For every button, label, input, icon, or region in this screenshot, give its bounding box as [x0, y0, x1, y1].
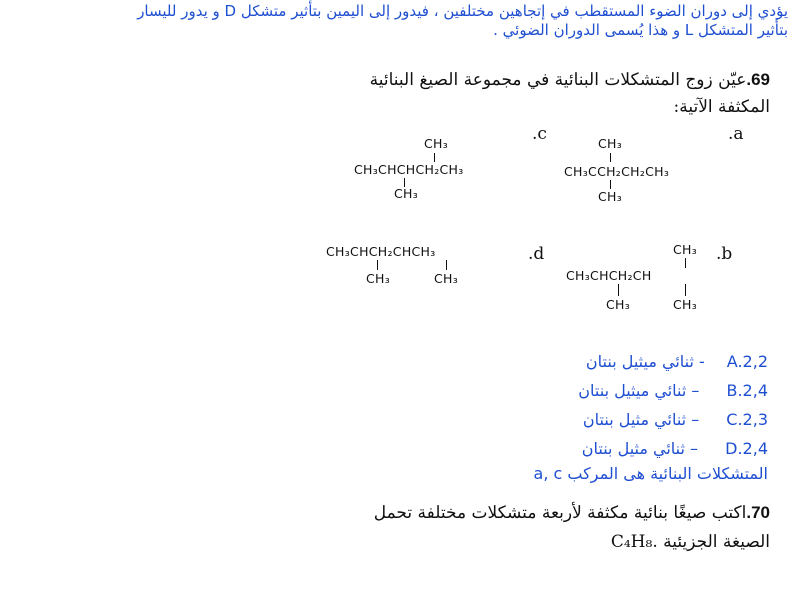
structure-b-bond-top: [685, 258, 686, 268]
structure-d-bottom-2: CH₃: [434, 271, 459, 286]
structure-d-bottom-1: CH₃: [366, 271, 391, 286]
structure-b-bond-2: [685, 284, 686, 296]
question-70-text-2: الصيغة الجزيئية: [657, 532, 770, 552]
answer-a: [368, 352, 768, 372]
question-70-text-1: اكتب صيغًا بنائية مكثفة لأربعة متشكلات مختلفة تحمل: [373, 503, 747, 523]
question-70: [70, 498, 770, 557]
structure-c-bottom: CH₃: [394, 186, 419, 201]
answer-d-letter: D.: [725, 439, 743, 458]
question-69-number: 69.: [746, 70, 770, 89]
intro-paragraph: [8, 2, 788, 40]
structure-d-bond-2: [446, 260, 447, 270]
question-69-text-1: عيّن زوج المتشكلات البنائية في مجموعة الصيغ البنائية: [369, 70, 747, 90]
structure-b-top: CH₃: [673, 242, 698, 257]
structure-b-bottom-1: CH₃: [606, 297, 631, 312]
structure-b-label: .b: [716, 244, 733, 264]
structure-a-bond-bottom: [610, 180, 611, 189]
structure-b-bottom-2: CH₃: [673, 297, 698, 312]
answer-a-text: 2,2- ثنائي ميثيل بنتان: [585, 352, 768, 371]
intro-line-1: يؤدي إلى دوران الضوء المستقطب في إتجاهين مختلفين ، فيدور إلى اليمين بتأثير متشكل D و يدور لليسار: [137, 2, 788, 20]
structure-a-main: CH₃CCH₂CH₂CH₃: [564, 164, 670, 179]
structure-c-main: CH₃CHCHCH₂CH₃: [354, 162, 464, 177]
question-69: [70, 66, 770, 121]
question-70-number: 70.: [746, 503, 770, 522]
structure-a-top: CH₃: [598, 136, 623, 151]
structure-a-bond-top: [610, 153, 611, 162]
answer-d: [368, 439, 768, 459]
answer-c: [368, 410, 768, 430]
answer-b-text: 2,4 – ثنائي ميثيل بنتان: [578, 381, 768, 400]
answer-b: [368, 381, 768, 401]
structure-a-bottom: CH₃: [598, 189, 623, 204]
answer-b-letter: B.: [726, 381, 743, 400]
structure-c-top: CH₃: [424, 136, 449, 151]
molecular-formula: C₄H₈.: [610, 532, 658, 552]
answer-c-text: 2,3 – ثنائي مثيل بنتان: [582, 410, 768, 429]
structure-d-main: CH₃CHCH₂CHCH₃: [326, 244, 436, 259]
structure-c-bond-top: [434, 153, 435, 162]
answer-c-letter: C.: [726, 410, 743, 429]
answer-a-letter: A.: [726, 352, 743, 371]
intro-line-2: بتأثير المتشكل L و هذا يُسمى الدوران الضوئي .: [493, 21, 788, 39]
question-69-text-2: المكثفة الآتية:: [673, 97, 770, 117]
structure-d-label: .d: [528, 244, 545, 264]
structure-b-main: CH₃CHCH₂CH: [566, 268, 652, 283]
structure-d-bond-1: [377, 260, 378, 270]
conclusion-text: المتشكلات البنائية هى المركب a, c: [533, 464, 768, 483]
structure-c-label: .c: [532, 124, 547, 144]
structure-a-label: .a: [728, 124, 744, 144]
structure-b-bond-1: [618, 284, 619, 296]
answer-d-text: 2,4 – ثنائي مثيل بنتان: [581, 439, 768, 458]
